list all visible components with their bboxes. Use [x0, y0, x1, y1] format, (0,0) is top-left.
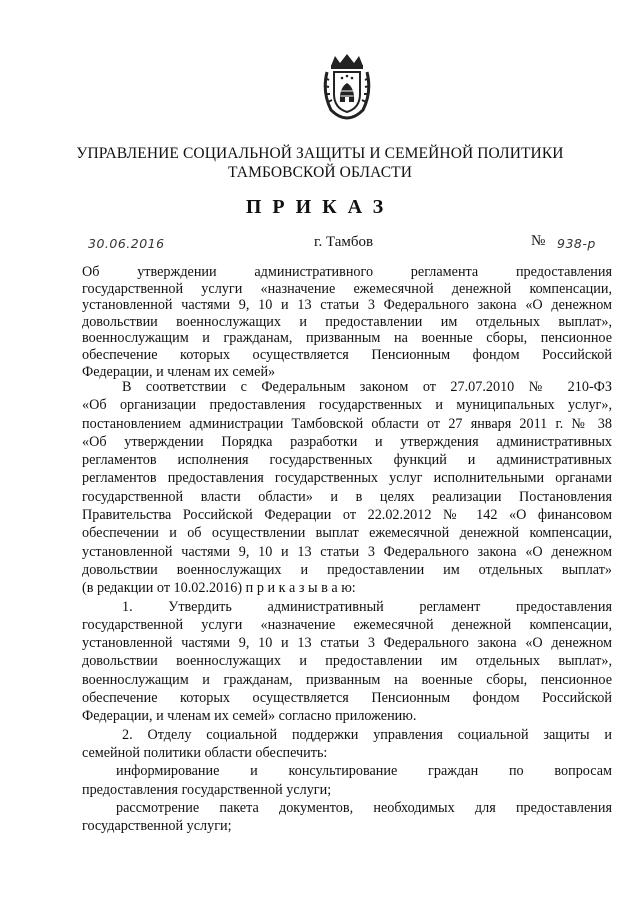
subject-line: Федерации, и членам их семей»	[82, 363, 276, 380]
body-line: установленной частями 9, 10 и 13 статьи 3 Федерального закона «О денежном	[82, 635, 612, 652]
body-line: довольствии военнослужащих и предоставлении им отдельных выплат»	[82, 561, 612, 578]
order-subject	[82, 264, 612, 380]
organization-name-line-1: УПРАВЛЕНИЕ СОЦИАЛЬНОЙ ЗАЩИТЫ И СЕМЕЙНОЙ ПОЛИТИКИ	[76, 145, 564, 162]
document-type-title: ПРИКАЗ	[245, 196, 395, 218]
body-line: довольствии военнослужащих и предоставлении им отдельных выплат»,	[82, 653, 612, 670]
body-line: регламентов предоставления государственных услуг исполнительными органами	[82, 470, 612, 487]
body-line: «Об утверждении Порядка разработки и утверждения административных	[82, 433, 612, 450]
body-line: государственной услуги «назначение ежемесячной денежной компенсации,	[82, 616, 612, 633]
subject-line: обеспечение которых осуществляется Пенсионным фондом Российской	[82, 346, 612, 363]
body-line: обеспечение которых осуществляется Пенсионным фондом Российской	[82, 690, 612, 707]
body-line: «Об организации предоставления государственных и муниципальных услуг»,	[82, 397, 612, 414]
body-line: обеспечении и об осуществлении выплат ежемесячной денежной компенсации,	[82, 525, 612, 542]
body-line: 2. Отделу социальной поддержки управления социальной защиты и	[122, 726, 612, 743]
body-line: (в редакции от 10.02.2016) п р и к а з ы в а ю:	[82, 580, 356, 597]
body-line: рассмотрение пакета документов, необходимых для предоставления	[116, 799, 612, 816]
body-line: государственной власти области» и в целях реализации Постановления	[82, 488, 612, 505]
body-line: семейной политики области обеспечить:	[82, 744, 328, 761]
body-line: Правительства Российской Федерации от 22.02.2012 № 142 «О финансовом	[82, 507, 612, 524]
subject-line: довольствии военнослужащих и предоставлении им отдельных выплат»,	[82, 313, 612, 330]
body-line: информирование и консультирование граждан по вопросам	[116, 763, 612, 780]
order-body	[82, 378, 612, 835]
organization-name-line-2: ТАМБОВСКОЙ ОБЛАСТИ	[228, 164, 412, 181]
subject-line: государственной услуги «назначение ежемесячной денежной компенсации,	[82, 280, 612, 297]
order-number: 938-р	[557, 236, 596, 251]
body-line: предоставления государственной услуги;	[82, 781, 332, 798]
body-line: установленной частями 9, 10 и 13 статьи 3 Федерального закона «О денежном	[82, 543, 612, 560]
body-line: регламентов исполнения государственных функций и административных	[82, 452, 612, 469]
order-number-label: №	[531, 233, 546, 249]
city: г. Тамбов	[314, 234, 374, 250]
body-line: 1. Утвердить административный регламент предоставления	[122, 598, 612, 615]
tambov-coat-of-arms-icon	[321, 52, 373, 120]
subject-line: установленной частями 9, 10 и 13 статьи 3 Федерального закона «О денежном	[82, 297, 612, 314]
order-date: 30.06.2016	[88, 236, 165, 251]
body-line: военнослужащим и гражданам, призванным на военные сборы, пенсионное	[82, 671, 612, 688]
body-line: постановлением администрации Тамбовской области от 27 января 2011 г. № 38	[82, 415, 612, 432]
body-line: государственной услуги;	[82, 818, 232, 835]
body-line: В соответствии с Федеральным законом от 27.07.2010 № 210-ФЗ	[122, 379, 612, 395]
subject-line: военнослужащим и гражданам, призванным на военные сборы, пенсионное	[82, 330, 612, 347]
body-line: Федерации, и членам их семей» согласно приложению.	[82, 708, 417, 725]
subject-line: Об утверждении административного регламента предоставления	[82, 264, 612, 280]
